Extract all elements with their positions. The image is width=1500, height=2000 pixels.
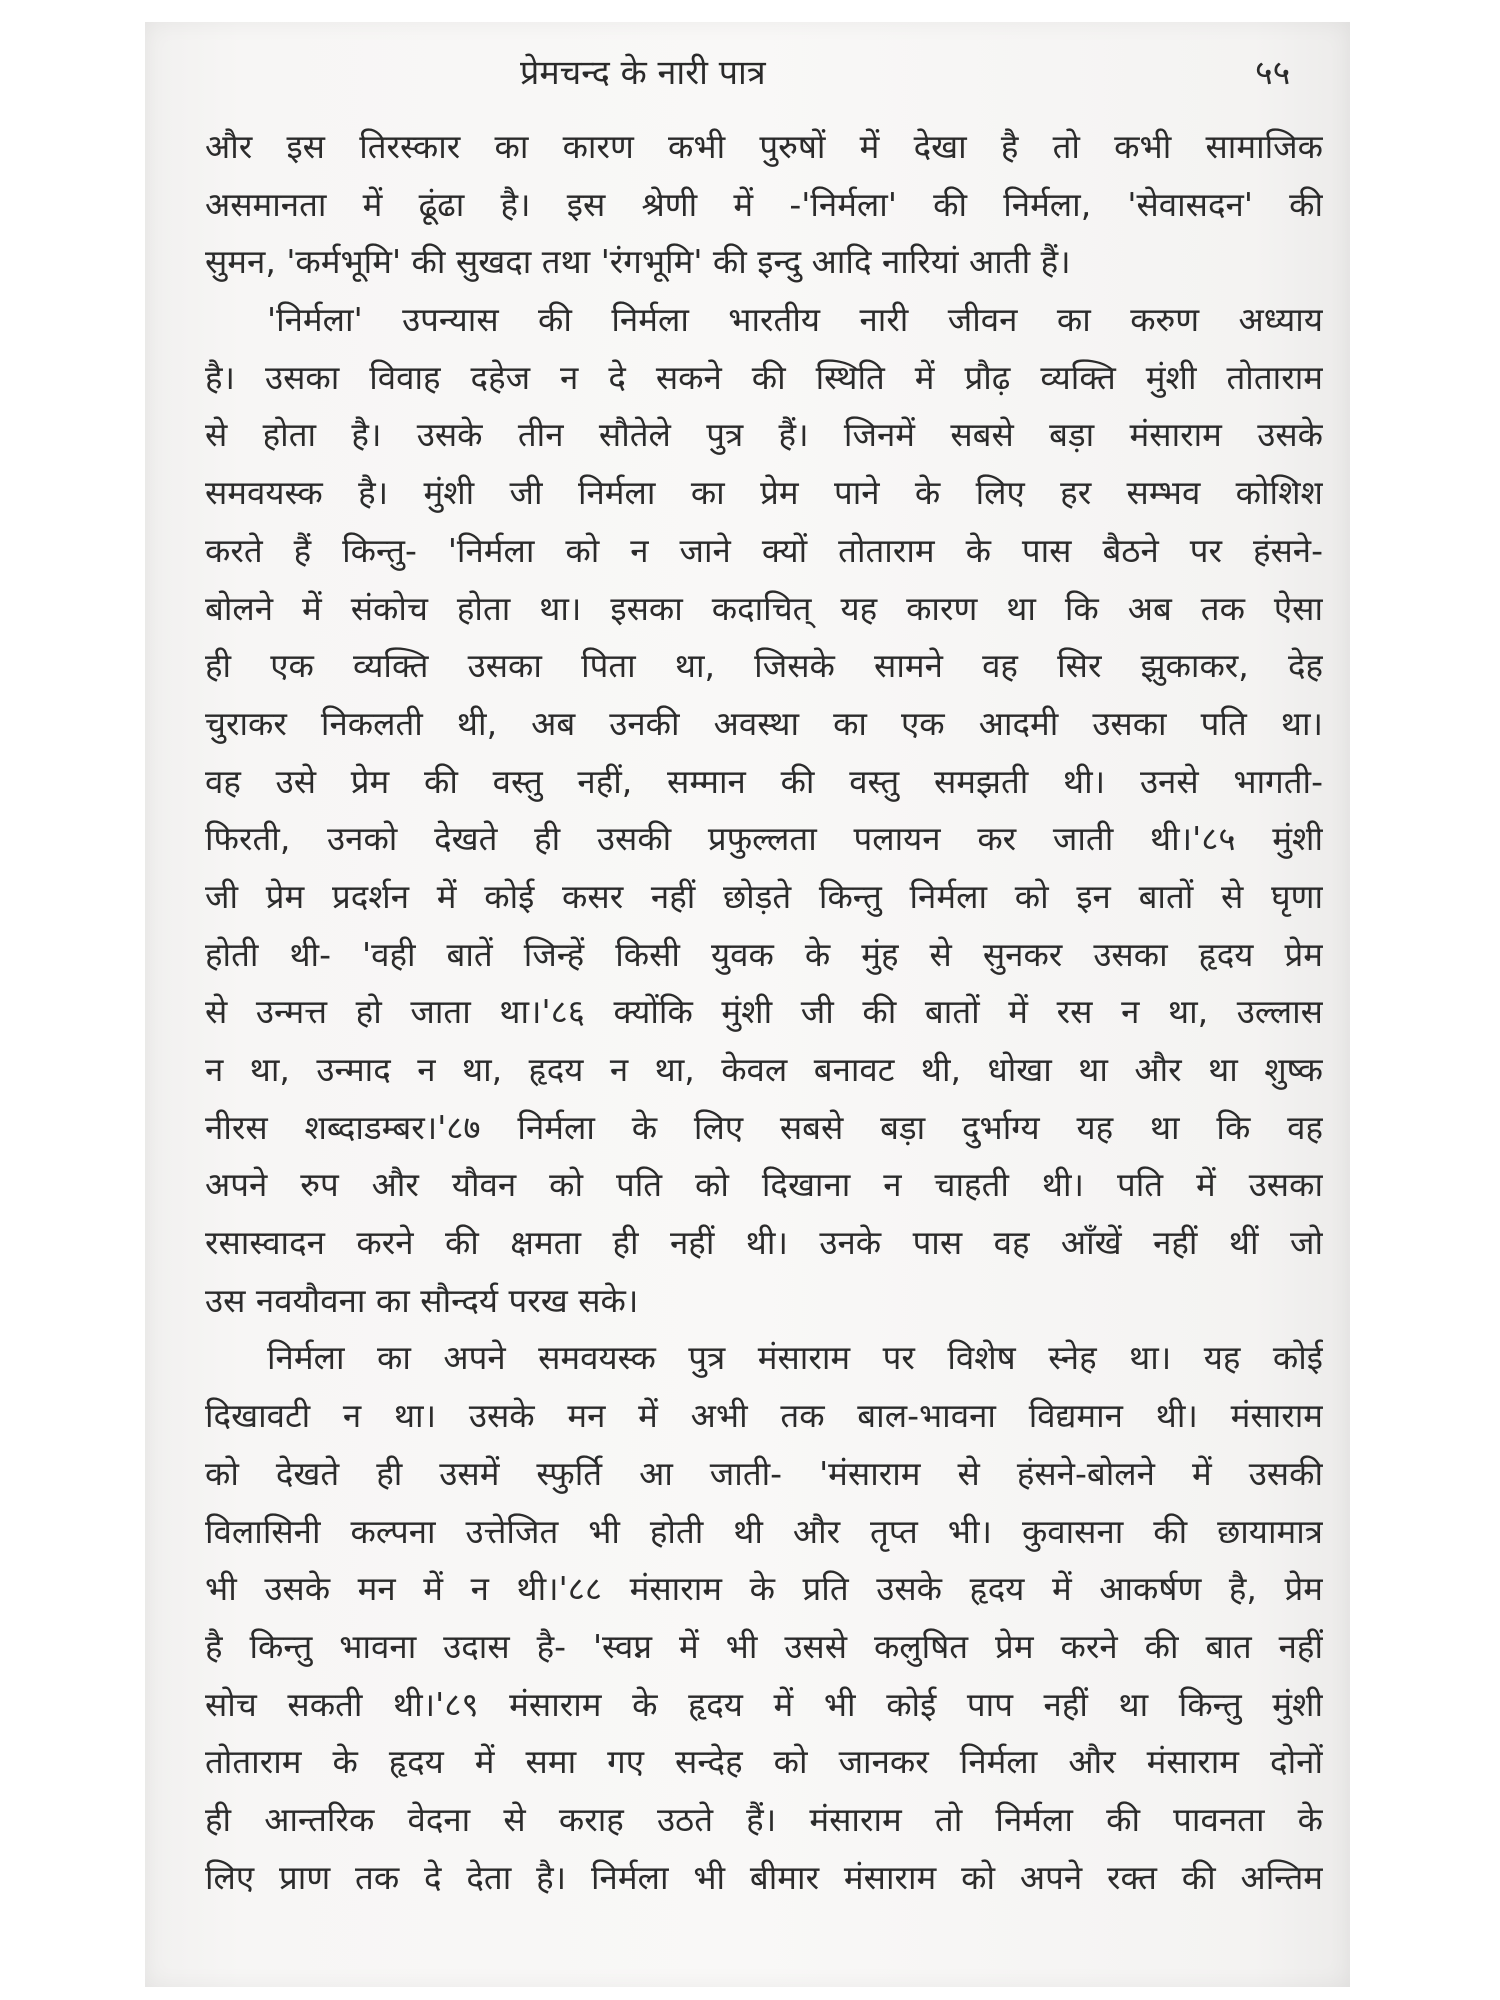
text-line: नीरस शब्दाडम्बर।'८७ निर्मला के लिए सबसे बड़ा दुर्भाग्य यह था कि वह xyxy=(205,1107,1323,1147)
text-line: सुमन, 'कर्मभूमि' की सुखदा तथा 'रंगभूमि' की इन्दु आदि नारियां आती हैं। xyxy=(205,242,1071,282)
page-header xyxy=(0,48,1500,108)
paragraph-first-line: निर्मला का अपने समवयस्क पुत्र मंसाराम पर विशेष स्नेह था। यह कोई xyxy=(267,1338,1323,1378)
text-line: को देखते ही उसमें स्फुर्ति आ जाती- 'मंसाराम से हंसने-बोलने में उसकी xyxy=(205,1453,1323,1493)
text-line: न था, उन्माद न था, हृदय न था, केवल बनावट थी, धोखा था और था शुष्क xyxy=(205,1050,1323,1089)
text-line: तोताराम के हृदय में समा गए सन्देह को जानकर निर्मला और मंसाराम दोनों xyxy=(205,1742,1323,1782)
text-line: वह उसे प्रेम की वस्तु नहीं, सम्मान की वस्तु समझती थी। उनसे भागती- xyxy=(205,761,1323,801)
text-line: जी प्रेम प्रदर्शन में कोई कसर नहीं छोड़ते किन्तु निर्मला को इन बातों से घृणा xyxy=(205,876,1323,916)
text-line: चुराकर निकलती थी, अब उनकी अवस्था का एक आदमी उसका पति था। xyxy=(205,703,1323,743)
text-line: असमानता में ढूंढा है। इस श्रेणी में -'निर्मला' की निर्मला, 'सेवासदन' की xyxy=(205,184,1323,224)
running-title: प्रेमचन्द के नारी पात्र xyxy=(520,53,766,93)
paragraph-first-line: 'निर्मला' उपन्यास की निर्मला भारतीय नारी जीवन का करुण अध्याय xyxy=(267,300,1323,340)
text-line: अपने रुप और यौवन को पति को दिखाना न चाहती थी। पति में उसका xyxy=(205,1165,1323,1205)
text-line: करते हैं किन्तु- 'निर्मला को न जाने क्यों तोताराम के पास बैठने पर हंसने- xyxy=(205,530,1323,570)
text-line: भी उसके मन में न थी।'८८ मंसाराम के प्रति उसके हृदय में आकर्षण है, प्रेम xyxy=(205,1569,1323,1609)
text-line: और इस तिरस्कार का कारण कभी पुरुषों में देखा है तो कभी सामाजिक xyxy=(205,127,1323,166)
text-line: से होता है। उसके तीन सौतेले पुत्र हैं। जिनमें सबसे बड़ा मंसाराम उसके xyxy=(205,415,1323,455)
page-number: ५५ xyxy=(1255,53,1291,93)
text-line: समवयस्क है। मुंशी जी निर्मला का प्रेम पाने के लिए हर सम्भव कोशिश xyxy=(205,473,1323,513)
text-line: विलासिनी कल्पना उत्तेजित भी होती थी और तृप्त भी। कुवासना की छायामात्र xyxy=(205,1511,1323,1551)
text-line: बोलने में संकोच होता था। इसका कदाचित् यह कारण था कि अब तक ऐसा xyxy=(205,588,1323,628)
text-line: ही एक व्यक्ति उसका पिता था, जिसके सामने वह सिर झुकाकर, देह xyxy=(205,646,1323,686)
text-line: उस नवयौवना का सौन्दर्य परख सके। xyxy=(205,1280,639,1320)
text-line: ही आन्तरिक वेदना से कराह उठते हैं। मंसाराम तो निर्मला की पावनता के xyxy=(205,1799,1323,1839)
text-line: रसास्वादन करने की क्षमता ही नहीं थी। उनके पास वह आँखें नहीं थीं जो xyxy=(205,1223,1323,1263)
text-line: है किन्तु भावना उदास है- 'स्वप्न में भी उससे कलुषित प्रेम करने की बात नहीं xyxy=(205,1626,1323,1666)
text-line: दिखावटी न था। उसके मन में अभी तक बाल-भावना विद्यमान थी। मंसाराम xyxy=(205,1396,1323,1436)
text-line: होती थी- 'वही बातें जिन्हें किसी युवक के मुंह से सुनकर उसका हृदय प्रेम xyxy=(205,934,1323,974)
text-line: फिरती, उनको देखते ही उसकी प्रफुल्लता पलायन कर जाती थी।'८५ मुंशी xyxy=(205,819,1323,859)
text-line: से उन्मत्त हो जाता था।'८६ क्योंकि मुंशी जी की बातों में रस न था, उल्लास xyxy=(205,992,1323,1032)
text-line: लिए प्राण तक दे देता है। निर्मला भी बीमार मंसाराम को अपने रक्त की अन्तिम xyxy=(205,1857,1323,1897)
text-line: सोच सकती थी।'८९ मंसाराम के हृदय में भी कोई पाप नहीं था किन्तु मुंशी xyxy=(205,1684,1323,1724)
text-line: है। उसका विवाह दहेज न दे सकने की स्थिति में प्रौढ़ व्यक्ति मुंशी तोताराम xyxy=(205,357,1323,397)
body-text xyxy=(205,118,1323,1906)
